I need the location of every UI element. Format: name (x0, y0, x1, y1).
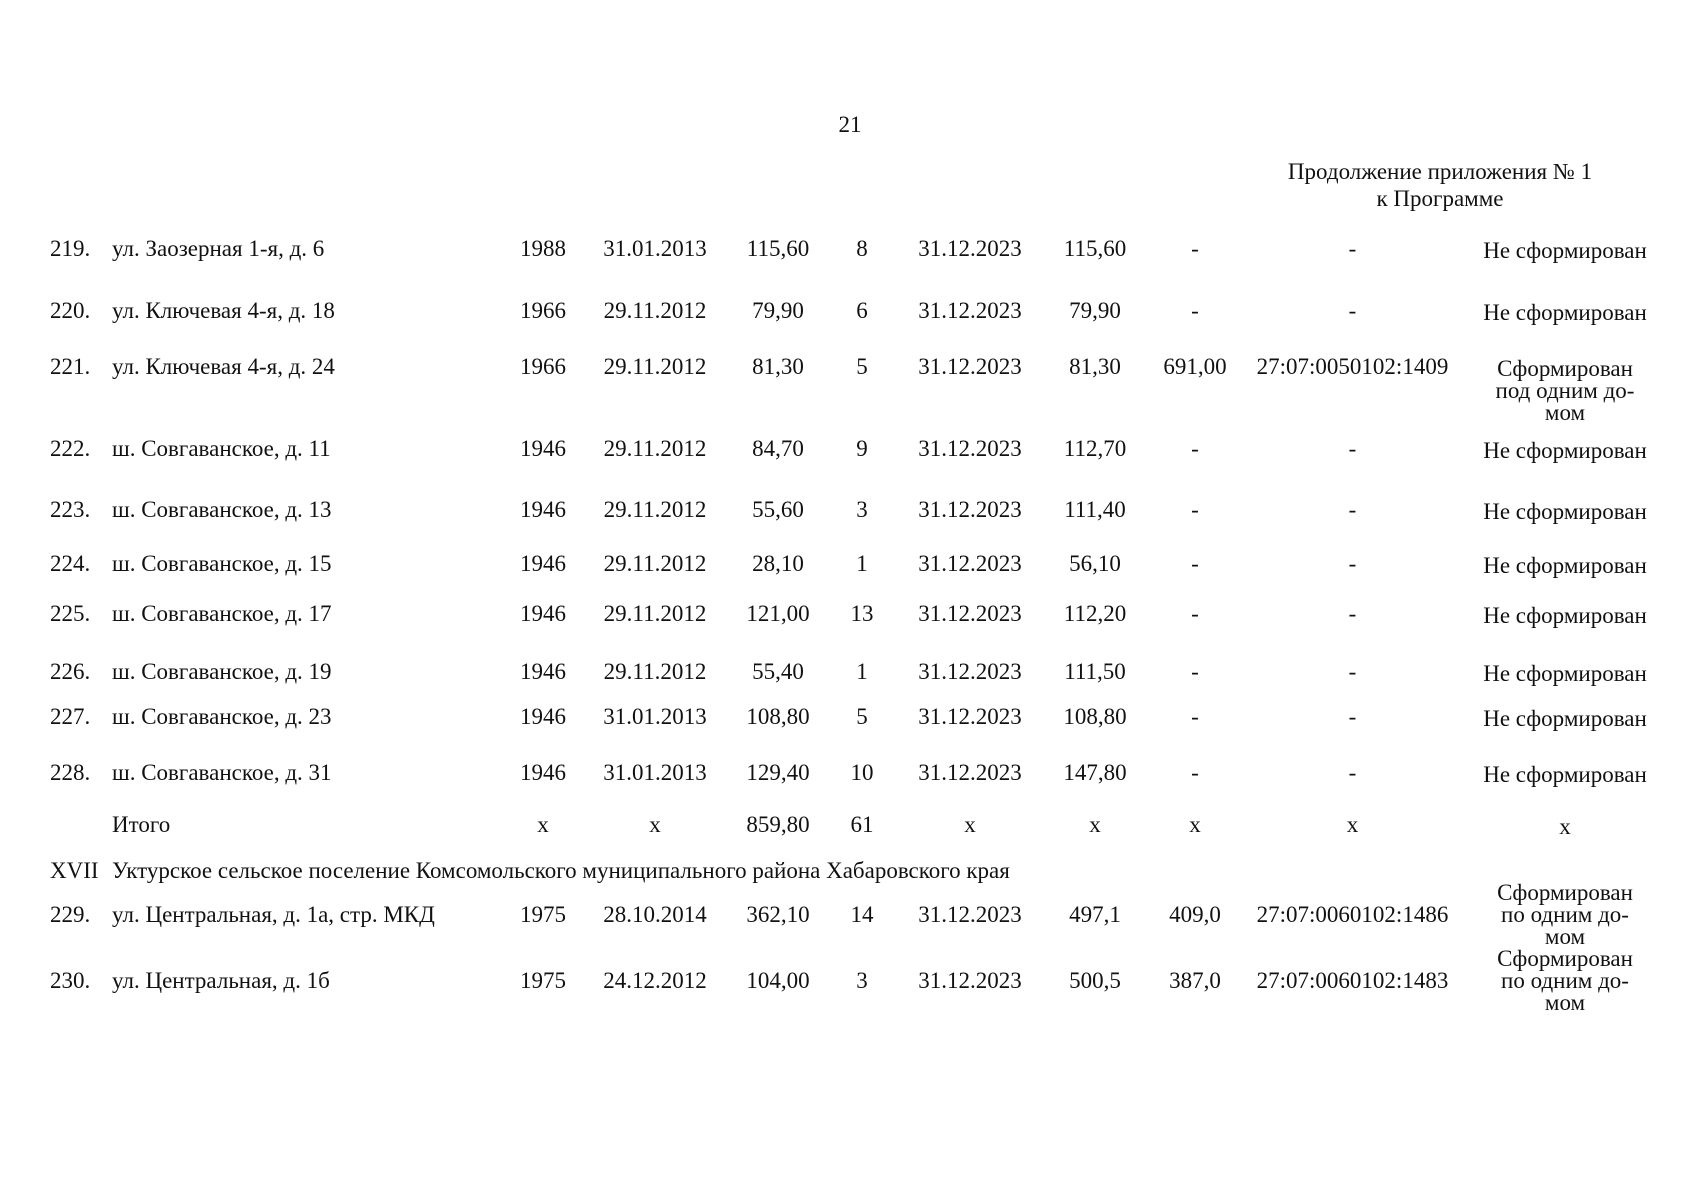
table-row (0, 760, 1699, 788)
row-land-status-line: Не сформирован (1483, 706, 1647, 731)
row-area: 115,60 (746, 236, 810, 261)
row-date: 29.11.2012 (603, 551, 707, 576)
row-date: 29.11.2012 (603, 436, 707, 461)
row-area: 104,00 (746, 968, 810, 993)
row-area: 79,90 (752, 298, 804, 323)
total-area-2: х (1089, 812, 1101, 837)
row-area-2: 108,80 (1063, 704, 1127, 729)
row-year: 1966 (520, 354, 566, 379)
row-area: 55,40 (752, 659, 804, 684)
row-land-status-line: Не сформирован (1483, 238, 1647, 263)
row-cadastral-number: - (1348, 601, 1357, 626)
row-plan-date: 31.12.2023 (918, 551, 1022, 576)
row-address: ул. Центральная, д. 1а, стр. МКД (112, 902, 435, 927)
row-area: 362,10 (746, 902, 810, 927)
row-cadastral-number: - (1348, 298, 1357, 323)
row-area-2: 111,50 (1064, 659, 1126, 684)
row-land-status (1465, 882, 1665, 948)
row-count: 9 (856, 436, 868, 461)
table-row (0, 601, 1699, 629)
row-area-2: 497,1 (1069, 902, 1121, 927)
row-address: ш. Совгаванское, д. 15 (112, 551, 332, 576)
row-plan-date: 31.12.2023 (918, 298, 1022, 323)
row-land-status (1465, 706, 1665, 732)
row-date: 31.01.2013 (603, 704, 707, 729)
row-number: 229. (50, 902, 91, 927)
row-area-2: 56,10 (1069, 551, 1121, 576)
row-area: 55,60 (752, 497, 804, 522)
row-year: 1946 (520, 601, 566, 626)
row-area-2: 79,90 (1069, 298, 1121, 323)
row-year: 1946 (520, 659, 566, 684)
row-year: 1966 (520, 298, 566, 323)
row-land-area: - (1191, 236, 1199, 261)
row-area-2: 115,60 (1063, 236, 1127, 261)
row-land-status-line: мом (1544, 924, 1586, 949)
row-land-status-line: Не сформирован (1483, 603, 1647, 628)
row-plan-date: 31.12.2023 (918, 236, 1022, 261)
row-area-2: 112,70 (1063, 436, 1127, 461)
row-count: 3 (856, 497, 868, 522)
row-year: 1946 (520, 436, 566, 461)
total-cadastral: х (1346, 812, 1359, 837)
row-land-area: 409,0 (1169, 902, 1221, 927)
row-land-status (1465, 238, 1665, 264)
row-land-status-line: Не сформирован (1483, 762, 1647, 787)
row-date: 24.12.2012 (603, 968, 707, 993)
row-date: 29.11.2012 (603, 659, 707, 684)
row-count: 5 (856, 354, 868, 379)
row-cadastral-number: - (1348, 551, 1357, 576)
section-title: Уктурское сельское поселение Комсомольского муниципального района Хабаровского края (112, 858, 1010, 883)
total-label: Итого (112, 812, 171, 837)
row-year: 1988 (520, 236, 566, 261)
appendix-note-line-2: к Программе (1376, 186, 1504, 211)
row-date: 31.01.2013 (603, 236, 707, 261)
row-date: 29.11.2012 (603, 298, 707, 323)
table-row (0, 436, 1699, 464)
row-year: 1946 (520, 497, 566, 522)
table-row (0, 551, 1699, 579)
total-count: 61 (850, 812, 874, 837)
row-address: ул. Ключевая 4-я, д. 18 (112, 298, 335, 323)
row-date: 29.11.2012 (603, 354, 707, 379)
row-cadastral-number: - (1348, 659, 1357, 684)
row-area-2: 500,5 (1069, 968, 1121, 993)
row-number: 230. (50, 968, 91, 993)
row-number: 228. (50, 760, 91, 785)
row-year: 1975 (520, 968, 566, 993)
row-land-status-line: Не сформирован (1483, 300, 1647, 325)
row-address: ш. Совгаванское, д. 23 (112, 704, 332, 729)
row-land-area: - (1191, 659, 1199, 684)
table-row (0, 497, 1699, 525)
row-date: 28.10.2014 (603, 902, 707, 927)
row-count: 8 (856, 236, 868, 261)
row-land-area: - (1191, 704, 1199, 729)
row-area: 28,10 (752, 551, 804, 576)
row-land-status (1465, 603, 1665, 629)
row-plan-date: 31.12.2023 (918, 659, 1022, 684)
row-land-area: - (1191, 497, 1199, 522)
row-year: 1946 (520, 704, 566, 729)
row-address: ш. Совгаванское, д. 13 (112, 497, 332, 522)
row-land-status (1465, 358, 1665, 424)
row-cadastral-number: - (1348, 704, 1357, 729)
row-cadastral-number: 27:07:0050102:1409 (1256, 354, 1449, 379)
row-land-status-line: Сформирован (1497, 356, 1633, 381)
row-cadastral-number: - (1348, 236, 1357, 261)
row-land-status-line: мом (1544, 990, 1586, 1015)
row-cadastral-number: - (1348, 760, 1357, 785)
row-count: 13 (850, 601, 874, 626)
row-year: 1946 (520, 760, 566, 785)
row-land-area: - (1191, 436, 1199, 461)
row-land-status-line: под одним до- (1495, 378, 1635, 403)
row-year: 1946 (520, 551, 566, 576)
row-address: ш. Совгаванское, д. 17 (112, 601, 332, 626)
row-area: 129,40 (746, 760, 810, 785)
row-land-status-line: по одним до- (1501, 902, 1629, 927)
row-land-area: - (1191, 601, 1199, 626)
row-plan-date: 31.12.2023 (918, 497, 1022, 522)
row-number: 227. (50, 704, 91, 729)
total-land-area: х (1189, 812, 1201, 837)
row-date: 29.11.2012 (603, 601, 707, 626)
row-count: 1 (856, 659, 868, 684)
row-area: 84,70 (752, 436, 804, 461)
row-land-area: - (1191, 760, 1199, 785)
row-year: 1975 (520, 902, 566, 927)
table-row (0, 880, 1699, 949)
row-land-area: 691,00 (1163, 354, 1227, 379)
section-number: XVII (50, 858, 99, 883)
total-date: х (649, 812, 661, 837)
row-land-status-line: мом (1544, 400, 1586, 425)
row-cadastral-number: 27:07:0060102:1486 (1256, 902, 1449, 927)
row-count: 10 (850, 760, 874, 785)
row-area: 121,00 (746, 601, 810, 626)
total-status: х (1559, 814, 1571, 839)
row-address: ш. Совгаванское, д. 31 (112, 760, 332, 785)
row-land-status (1465, 438, 1665, 464)
row-count: 1 (856, 551, 868, 576)
row-plan-date: 31.12.2023 (918, 968, 1022, 993)
row-land-area: - (1191, 551, 1199, 576)
row-number: 220. (50, 298, 91, 323)
row-plan-date: 31.12.2023 (918, 902, 1022, 927)
row-date: 31.01.2013 (603, 760, 707, 785)
row-land-status-line: Не сформирован (1483, 661, 1647, 686)
page-number: 21 (838, 112, 862, 137)
table-row (0, 354, 1699, 425)
total-row (0, 812, 1699, 840)
row-area-2: 81,30 (1069, 354, 1121, 379)
row-area-2: 112,20 (1063, 601, 1127, 626)
row-count: 5 (856, 704, 868, 729)
total-plan-date: х (964, 812, 976, 837)
section-heading (0, 858, 1699, 886)
row-number: 224. (50, 551, 91, 576)
row-cadastral-number: - (1348, 497, 1357, 522)
row-number: 225. (50, 601, 91, 626)
row-land-status (1465, 661, 1665, 687)
row-land-status-line: по одним до- (1501, 968, 1629, 993)
row-number: 223. (50, 497, 91, 522)
row-land-status-line: Не сформирован (1483, 553, 1647, 578)
appendix-note (1240, 158, 1640, 212)
total-area: 859,80 (746, 812, 810, 837)
row-land-status (1465, 499, 1665, 525)
row-number: 221. (50, 354, 91, 379)
row-land-status (1465, 948, 1665, 1014)
row-address: ул. Ключевая 4-я, д. 24 (112, 354, 335, 379)
table-row (0, 298, 1699, 326)
row-address: ул. Заозерная 1-я, д. 6 (112, 236, 325, 261)
row-count: 3 (856, 968, 868, 993)
row-plan-date: 31.12.2023 (918, 354, 1022, 379)
table-row (0, 946, 1699, 1015)
row-date: 29.11.2012 (603, 497, 707, 522)
row-land-status-line: Не сформирован (1483, 499, 1647, 524)
row-cadastral-number: 27:07:0060102:1483 (1256, 968, 1449, 993)
row-area-2: 111,40 (1064, 497, 1126, 522)
table-row (0, 236, 1699, 264)
row-address: ш. Совгаванское, д. 11 (112, 436, 331, 461)
row-land-status (1465, 762, 1665, 788)
row-address: ул. Центральная, д. 1б (112, 968, 330, 993)
row-address: ш. Совгаванское, д. 19 (112, 659, 332, 684)
row-land-area: - (1191, 298, 1199, 323)
row-area-2: 147,80 (1063, 760, 1127, 785)
row-number: 226. (50, 659, 91, 684)
row-count: 14 (850, 902, 874, 927)
total-year: х (537, 812, 549, 837)
row-number: 219. (50, 236, 91, 261)
row-area: 81,30 (752, 354, 804, 379)
row-land-area: 387,0 (1169, 968, 1221, 993)
row-land-status-line: Сформирован (1497, 946, 1633, 971)
row-land-status (1465, 300, 1665, 326)
row-plan-date: 31.12.2023 (918, 601, 1022, 626)
row-cadastral-number: - (1348, 436, 1357, 461)
row-land-status (1465, 553, 1665, 579)
table-row (0, 659, 1699, 687)
row-plan-date: 31.12.2023 (918, 436, 1022, 461)
appendix-note-line-1: Продолжение приложения № 1 (1287, 159, 1593, 184)
row-count: 6 (856, 298, 868, 323)
row-plan-date: 31.12.2023 (918, 704, 1022, 729)
row-plan-date: 31.12.2023 (918, 760, 1022, 785)
row-land-status-line: Не сформирован (1483, 438, 1647, 463)
row-area: 108,80 (746, 704, 810, 729)
row-number: 222. (50, 436, 91, 461)
row-land-status-line: Сформирован (1497, 880, 1633, 905)
table-row (0, 704, 1699, 732)
